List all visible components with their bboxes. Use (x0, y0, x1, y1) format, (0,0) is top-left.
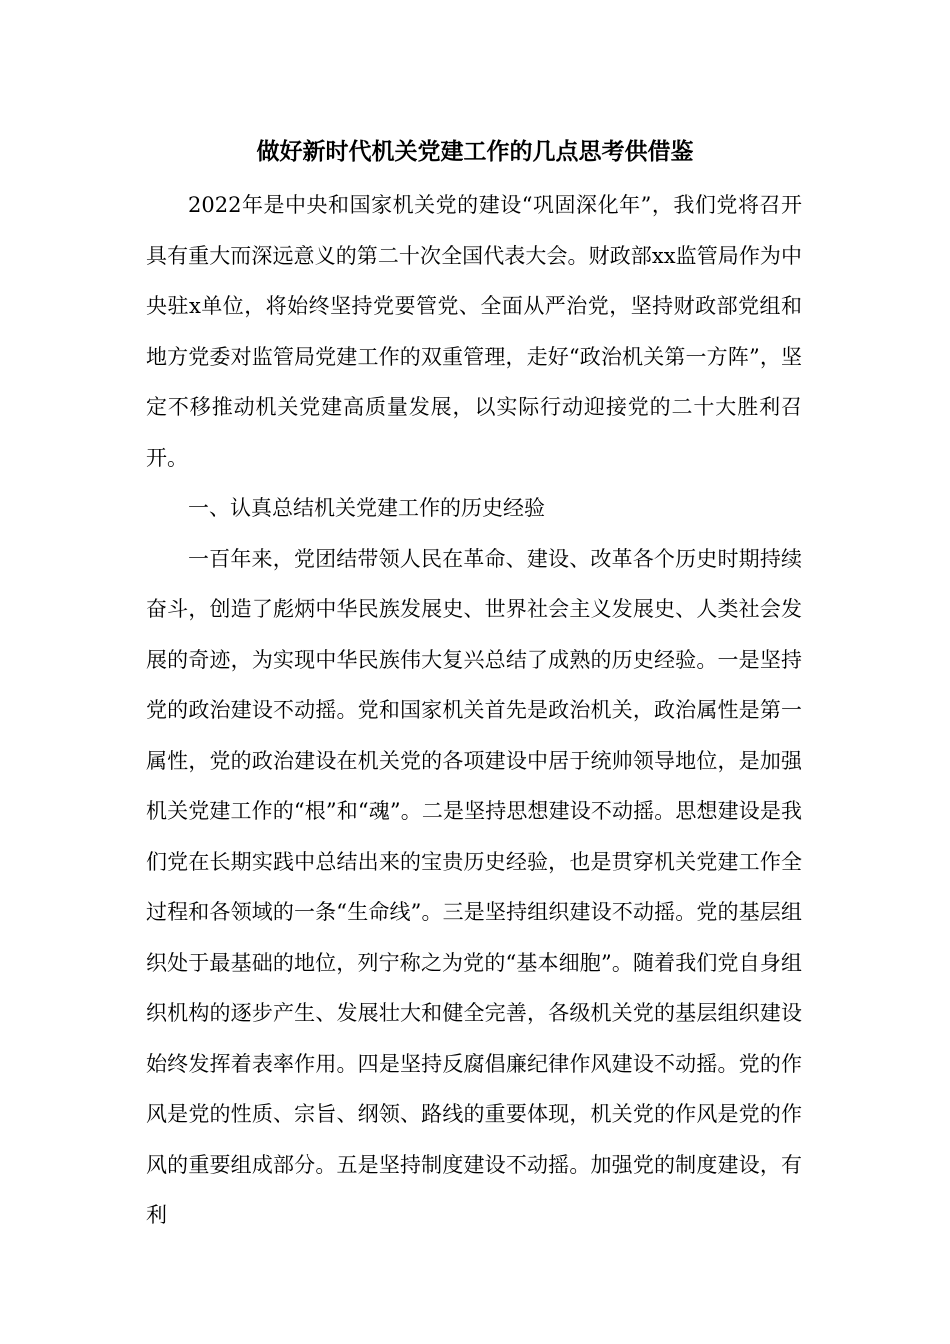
section-heading: 一、认真总结机关党建工作的历史经验 (188, 496, 545, 520)
intro-paragraph: 2022年是中央和国家机关党的建设“巩固深化年”，我们党将召开具有重大而深远意义的第二十次全国代表大会。财政部xx监管局作为中央驻x单位，将始终坚持党要管党、全面从严治党，坚持财政部党组和地方党委对监管局党建工作的双重管理，走好“政治机关第一方阵”，坚定不移推动机关党建高质量发展，以实际行动迎接党的二十大胜利召开。 (146, 193, 802, 470)
body-paragraph: 一百年来，党团结带领人民在革命、建设、改革各个历史时期持续奋斗，创造了彪炳中华民族发展史、世界社会主义发展史、人类社会发展的奇迹，为实现中华民族伟大复兴总结了成熟的历史经验。一是坚持党的政治建设不动摇。党和国家机关首先是政治机关，政治属性是第一属性，党的政治建设在机关党的各项建设中居于统帅领导地位，是加强机关党建工作的“根”和“魂”。二是坚持思想建设不动摇。思想建设是我们党在长期实践中总结出来的宝贵历史经验，也是贯穿机关党建工作全过程和各领域的一条“生命线”。三是坚持组织建设不动摇。党的基层组织处于最基础的地位，列宁称之为党的“基本细胞”。随着我们党自身组织机构的逐步产生、发展壮大和健全完善，各级机关党的基层组织建设始终发挥着表率作用。四是坚持反腐倡廉纪律作风建设不动摇。党的作风是党的性质、宗旨、纲领、路线的重要体现，机关党的作风是党的作风的重要组成部分。五是坚持制度建设不动摇。加强党的制度建设，有利 (146, 546, 802, 1227)
document-title: 做好新时代机关党建工作的几点思考供借鉴 (256, 138, 694, 165)
document-body (146, 180, 802, 1241)
